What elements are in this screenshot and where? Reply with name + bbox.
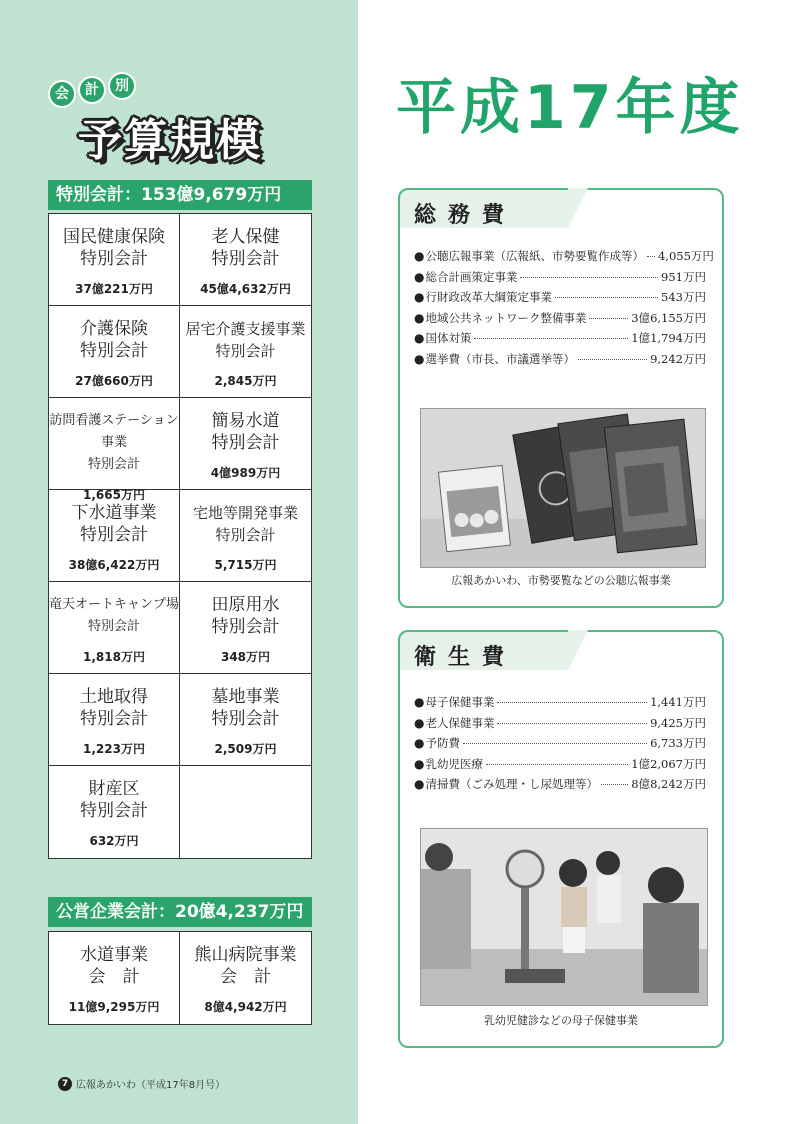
account-cell: 簡易水道 特別会計 4億989万円 <box>180 398 311 490</box>
list-item: ● 老人保健事業 9,425万円 <box>414 715 706 730</box>
list-item: ● 清掃費（ごみ処理・し尿処理等） 8億8,242万円 <box>414 777 706 791</box>
health-checkup-illustration <box>421 829 707 1005</box>
betsu-char: 別 <box>108 72 136 100</box>
account-amount: 5,715万円 <box>214 558 277 572</box>
empty-cell <box>180 766 311 858</box>
account-cell: 介護保険 特別会計 27億660万円 <box>49 306 180 398</box>
soumu-caption: 広報あかいわ、市勢要覧などの公聴広報事業 <box>451 574 671 587</box>
list-item: ● 総合計画策定事業 951万円 <box>414 269 706 284</box>
account-amount: 38億6,422万円 <box>68 558 160 572</box>
account-cell: 老人保健 特別会計 45億4,632万円 <box>180 214 311 306</box>
account-amount: 37億221万円 <box>75 282 153 296</box>
soumu-title: 総務費 <box>414 203 517 228</box>
account-amount: 1,818万円 <box>83 650 145 664</box>
account-cell: 熊山病院事業 会 計 8億4,942万円 <box>180 932 311 1024</box>
eisei-items <box>414 694 706 797</box>
page-number: 7 <box>58 1077 72 1091</box>
account-amount: 348万円 <box>220 650 271 664</box>
account-amount: 2,845万円 <box>214 374 277 388</box>
account-cell: 国民健康保険 特別会計 37億221万円 <box>49 214 180 306</box>
eisei-caption: 乳幼児健診などの母子保健事業 <box>484 1014 638 1027</box>
page-footer <box>58 1076 225 1091</box>
account-cell: 水道事業 会 計 11億9,295万円 <box>49 932 180 1024</box>
account-cell: 宅地等開発事業 特別会計 5,715万円 <box>180 490 311 582</box>
footer-text: 広報あかいわ（平成17年8月号） <box>76 1080 226 1091</box>
account-amount: 27億660万円 <box>75 374 153 388</box>
account-cell: 竜天オートキャンプ場 特別会計 1,818万円 <box>49 582 180 674</box>
account-cell: 居宅介護支援事業 特別会計 2,845万円 <box>180 306 311 398</box>
account-cell: 墓地事業 特別会計 2,509万円 <box>180 674 311 766</box>
health-checkup-photo <box>420 828 708 1006</box>
page-title: 予算規模 <box>78 115 262 166</box>
list-item: ● 予防費 6,733万円 <box>414 736 706 750</box>
account-cell: 訪問看護ステーション事業 特別会計 1,665万円 <box>49 398 180 490</box>
public-enterprise-grid <box>48 931 312 1025</box>
list-item: ● 選挙費（市長、市議選挙等） 9,242万円 <box>414 351 706 366</box>
account-amount: 11億9,295万円 <box>68 1000 160 1014</box>
account-amount: 1,223万円 <box>83 742 145 756</box>
eisei-box <box>398 630 724 1048</box>
brochures-illustration <box>421 409 705 567</box>
account-amount: 2,509万円 <box>214 742 277 756</box>
list-item: ● 母子保健事業 1,441万円 <box>414 695 706 709</box>
special-accounts-header: 特別会計：153億9,679万円 <box>48 180 312 210</box>
account-cell: 田原用水 特別会計 348万円 <box>180 582 311 674</box>
account-cell: 財産区 特別会計 632万円 <box>49 766 180 858</box>
year-title: 平成17年度 <box>396 73 744 143</box>
account-amount: 8億4,942万円 <box>204 1000 287 1014</box>
public-enterprise-header: 公営企業会計：20億4,237万円 <box>48 897 312 927</box>
soumu-items <box>414 248 714 371</box>
list-item: ● 公聴広報事業（広報紙、市勢要覧作成等） 4,055万円 <box>414 249 714 263</box>
special-accounts-grid <box>48 213 312 859</box>
list-item: ● 国体対策 1億1,794万円 <box>414 331 706 345</box>
account-cell: 土地取得 特別会計 1,223万円 <box>49 674 180 766</box>
soumu-box <box>398 188 724 608</box>
account-amount: 45億4,632万円 <box>200 282 291 296</box>
account-amount: 632万円 <box>89 834 139 848</box>
list-item: ● 乳幼児医療 1億2,067万円 <box>414 756 706 771</box>
kai-char: 会 <box>48 80 76 108</box>
eisei-title: 衛生費 <box>414 645 517 670</box>
account-amount: 1,665万円 <box>83 488 145 502</box>
brochures-photo <box>420 408 706 568</box>
list-item: ● 地域公共ネットワーク整備事業 3億6,155万円 <box>414 310 706 325</box>
kei-char: 計 <box>78 76 106 104</box>
account-cell: 下水道事業 特別会計 38億6,422万円 <box>49 490 180 582</box>
list-item: ● 行財政改革大綱策定事業 543万円 <box>414 290 706 304</box>
account-amount: 4億989万円 <box>210 466 281 480</box>
